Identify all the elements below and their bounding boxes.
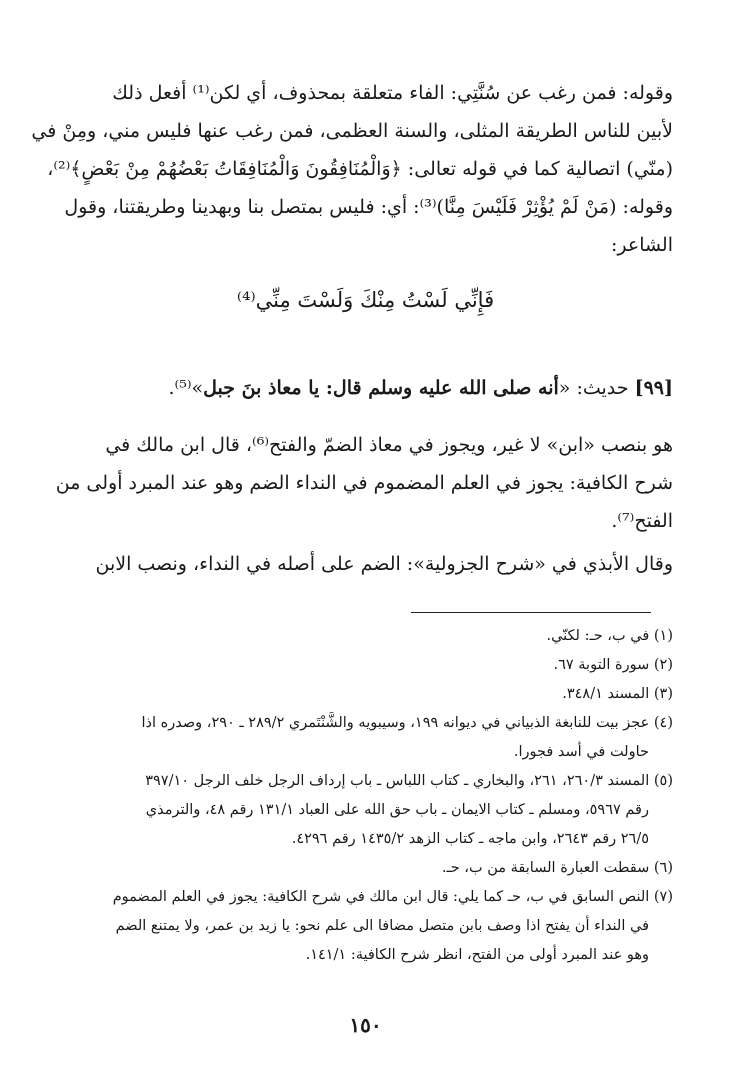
text-line: هو بنصب «ابن» لا غير، ويجوز في معاذ الضمّ والفتح⁽⁶⁾، قال ابن مالك في xyxy=(105,434,673,456)
footnote-line: (١) في ب، حـ: لكنّي. xyxy=(546,628,673,644)
text-line: الشاعر: xyxy=(610,234,673,256)
page-number: ١٥٠ xyxy=(349,1013,382,1037)
footnote-line: (٧) النص السابق في ب، حـ كما يلي: قال ابن مالك في شرح الكافية: يجوز في العلم المضموم xyxy=(112,889,673,905)
text-line: الفتح⁽⁷⁾. xyxy=(611,510,673,532)
text-line: وقال الأبذي في «شرح الجزولية»: الضم على أصله في النداء، ونصب الابن xyxy=(95,553,673,575)
footnote-divider xyxy=(411,612,651,613)
footnote-line: (٥) المسند ٢٦٠/٣، ٢٦١، والبخاري ـ كتاب اللباس ـ باب إرداف الرجل خلف الرجل ٣٩٧/١٠ xyxy=(145,773,673,789)
footnote-line: (٣) المسند ٣٤٨/١. xyxy=(562,686,673,702)
text-line: لأبين للناس الطريقة المثلى، والسنة العظمى، فمن رغب عنها فليس مني، ومِنْ في xyxy=(31,120,673,142)
commentary-paragraph-continued xyxy=(58,545,673,583)
footnote-line: (٢) سورة التوبة ٦٧. xyxy=(553,657,673,673)
footnote-line: (٤) عجز بيت للنابغة الذبياني في ديوانه ١٩٩، وسيبويه والشَّنْتَمري ٢٨٩/٢ ـ ٢٩٠، وصدره اذا xyxy=(141,715,673,731)
footnote-line: في النداء أن يفتح اذا وصف بابن متصل مضافا الى علم نحو: يا زيد بن عمر، ولا يمتنع الضم xyxy=(115,918,649,934)
hadith-number: [٩٩] xyxy=(634,377,673,399)
hadith-text: أنه صلى الله عليه وسلم قال: يا معاذ بنَ جبل xyxy=(203,377,559,399)
text-line: (منّي) اتصالية كما في قوله تعالى: ﴿وَالْمُنَافِقُونَ وَالْمُنَافِقَاتُ بَعْضُهُمْ مِنْ بَعْضٍ﴾⁽²⁾، xyxy=(47,158,673,180)
hadith-prefix: حديث: « xyxy=(558,377,629,399)
hadith-suffix: »⁽⁵⁾. xyxy=(168,377,204,399)
footnote-line: حاولت في أسد فجورا. xyxy=(513,744,649,760)
text-line: شرح الكافية: يجوز في العلم المضموم في النداء الضم وهو عند المبرد أولى من xyxy=(55,472,673,494)
commentary-paragraph xyxy=(55,426,673,540)
footnote-line: رقم ٥٩٦٧، ومسلم ـ كتاب الايمان ـ باب حق الله على العباد ١٣١/١ رقم ٤٨، والترمذي xyxy=(145,802,649,818)
text-line: وقوله: فمن رغب عن سُنَّتِي: الفاء متعلقة بمحذوف، أي لكن⁽¹⁾ أفعل ذلك xyxy=(112,82,673,104)
footnote-line: ٢٦/٥ رقم ٢٦٤٣، وابن ماجه ـ كتاب الزهد ١٤٣٥/٢ رقم ٤٢٩٦. xyxy=(291,831,649,847)
text-line: وقوله: (مَنْ لَمْ يُؤْثِرْ فَلَيْسَ مِنَّا)⁽³⁾: أي: فليس بمتصل بنا وبهدينا وطريقتنا، وقول xyxy=(64,196,673,218)
footnotes xyxy=(58,622,673,970)
poetry-verse: فَإِنِّي لَسْتُ مِنْكَ وَلَسْتَ مِنِّي⁽⁴⁾ xyxy=(236,288,495,312)
main-paragraph xyxy=(31,74,673,264)
footnote-line: (٦) سقطت العبارة السابقة من ب، حـ. xyxy=(441,860,673,876)
hadith-heading xyxy=(58,368,673,408)
footnote-line: وهو عند المبرد أولى من الفتح، انظر شرح الكافية: ١٤١/١. xyxy=(305,947,649,963)
